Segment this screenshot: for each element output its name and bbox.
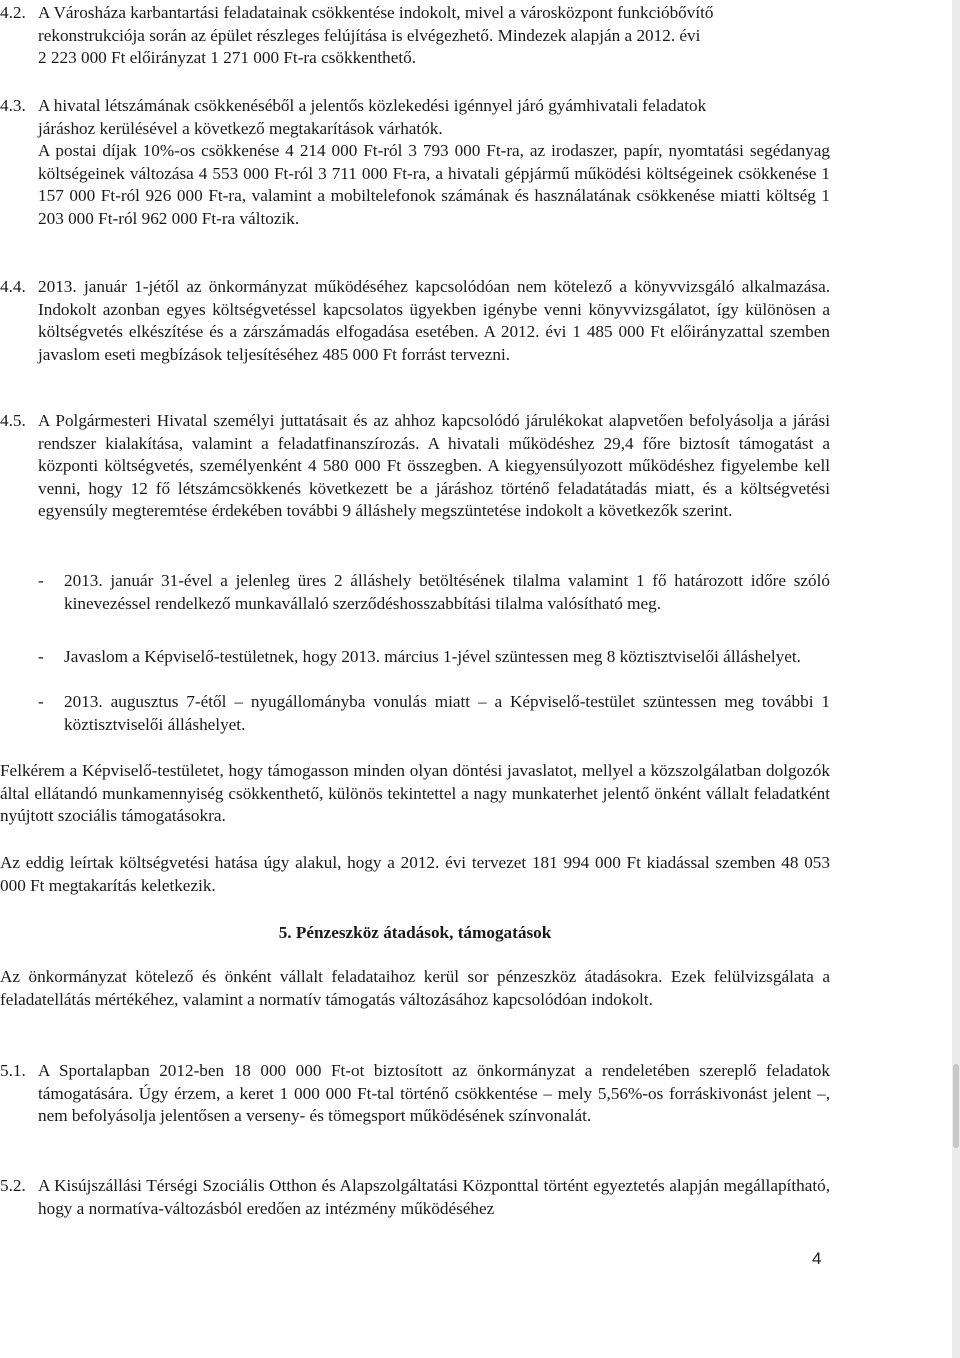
item-text: 2013. január 1-jétől az önkormányzat működéséhez kapcsolódóan nem kötelező a könyvvizsgáló alkalmazása. Indokolt azonban egyes költségvetéssel kapcsolatos ügyekben igénybe venni könyvvizsgálatot, így különösen a költségvetés elkészítése és a zárszámadás elfogadása esetében. A 2012. évi 1 485 000 Ft előirányzattal szemben javaslom eseti megbízások teljesítéséhez 485 000 Ft forrást tervezni. xyxy=(38,277,830,364)
item-text: A Kisújszállási Térségi Szociális Otthon és Alapszolgáltatási Központtal történt egyeztetés alapján megállapítható, hogy a normatíva-változásból eredően az intézmény működéséhez xyxy=(38,1176,830,1218)
list-item-text: 2013. január 31-ével a jelenleg üres 2 álláshely betöltésének tilalma valamint 1 fő határozott időre szóló kinevezéssel rendelkező munkavállaló szerződéshosszabbítási tilalma valósítható meg. xyxy=(64,571,830,613)
section-heading: 5. Pénzeszköz átadások, támogatások xyxy=(278,923,552,942)
text-line: 2 223 000 Ft előirányzat 1 271 000 Ft-ra csökkenthető. xyxy=(38,48,417,68)
list-dash: - xyxy=(38,571,44,590)
item-5-2 xyxy=(0,1175,960,1220)
paragraph xyxy=(0,966,960,1011)
paragraph xyxy=(0,852,960,897)
list-dash: - xyxy=(38,647,44,666)
item-extra-text: A postai díjak 10%-os csökkenése 4 214 000 Ft-ról 3 793 000 Ft-ra, az irodaszer, papír, nyomtatási segédanyag költségeinek változása 4 553 000 Ft-ról 3 711 000 Ft-ra, a hivatali gépjármű működési költségeinek csökkenése 1 157 000 Ft-ról 926 000 Ft-ra, valamint a mobiltelefonok számának és használatának csökkenése miatti költség 1 203 000 Ft-ról 962 000 Ft-ra változik. xyxy=(38,141,830,228)
item-4-5 xyxy=(0,410,960,523)
item-number: 4.3. xyxy=(0,96,26,115)
item-4-4 xyxy=(0,276,960,366)
item-number: 4.4. xyxy=(0,277,26,296)
text-line: A hivatal létszámának csökkenéséből a jelentős közlekedési igénnyel járó gyámhivatali feladatok xyxy=(38,96,707,115)
paragraph-text: Az eddig leírtak költségvetési hatása úgy alakul, hogy a 2012. évi tervezet 181 994 000 Ft kiadással szemben 48 053 000 Ft megtakarítás keletkezik. xyxy=(0,853,830,895)
item-number: 5.1. xyxy=(0,1061,26,1080)
item-text: A Sportalapban 2012-ben 18 000 000 Ft-ot biztosított az önkormányzat a rendeletében szereplő feladatok támogatására. Úgy érzem, a keret 1 000 000 Ft-tal történő csökkentése – mely 5,56%-os forráskivonást jelent –, nem befolyásolja jelentősen a verseny- és tömegsport működésének színvonalát. xyxy=(38,1061,830,1126)
paragraph-text: Az önkormányzat kötelező és önként vállalt feladataihoz kerül sor pénzeszköz átadásokra. Ezek felülvizsgálata a feladatellátás mértékéhez, valamint a normatív támogatás változásához kapcsolódóan indokolt. xyxy=(0,967,830,1009)
list-item xyxy=(38,646,830,669)
page-number: 4 xyxy=(812,1249,822,1268)
item-number: 4.2. xyxy=(0,3,26,22)
list-item xyxy=(38,691,830,736)
item-number: 5.2. xyxy=(0,1176,26,1195)
scrollbar-thumb[interactable] xyxy=(953,1064,959,1148)
item-5-1 xyxy=(0,1060,960,1128)
list-item xyxy=(38,570,830,615)
item-4-2 xyxy=(0,2,960,70)
list-item-text: Javaslom a Képviselő-testületnek, hogy 2013. március 1-jével szüntessen meg 8 köztisztviselői álláshelyet. xyxy=(64,647,801,666)
item-number: 4.5. xyxy=(0,411,26,430)
paragraph xyxy=(0,760,960,828)
text-line: járáshoz kerülésével a következő megtakarítások várhatók. xyxy=(38,118,443,138)
list-dash: - xyxy=(38,692,44,711)
text-line: A Városháza karbantartási feladatainak csökkentése indokolt, mivel a városközpont funkcióbővítő xyxy=(38,3,714,22)
vertical-scrollbar[interactable] xyxy=(952,0,960,1358)
text-line: rekonstrukciója során az épület részleges felújítása is elvégezhető. Mindezek alapján a 2012. évi xyxy=(38,25,701,45)
item-4-3 xyxy=(0,95,960,231)
item-text: A Polgármesteri Hivatal személyi juttatásait és az ahhoz kapcsolódó járulékokat alapvetően befolyásolja a járási rendszer kialakítása, valamint a feladatfinanszírozás. A hivatali működéshez 29,4 főre biztosít támogatást a központi költségvetés, személyenként 4 580 000 Ft összegben. A kiegyensúlyozott működéshez figyelembe kell venni, hogy 12 fő létszámcsökkenés következett be a járáshoz történő feladatátadás miatt, és a költségvetési egyensúly megteremtése érdekében további 9 álláshely megszüntetése indokolt a következők szerint. xyxy=(38,411,830,521)
list-item-text: 2013. augusztus 7-étől – nyugállományba vonulás miatt – a Képviselő-testület szüntessen meg további 1 köztisztviselői álláshelyet. xyxy=(64,692,830,734)
paragraph-text: Felkérem a Képviselő-testületet, hogy támogasson minden olyan döntési javaslatot, mellyel a közszolgálatban dolgozók által ellátandó munkamennyiség csökkenthető, különös tekintettel a nagy munkaterhet jelentő önként vállalt feladatként nyújtott szociális támogatásokra. xyxy=(0,761,830,826)
